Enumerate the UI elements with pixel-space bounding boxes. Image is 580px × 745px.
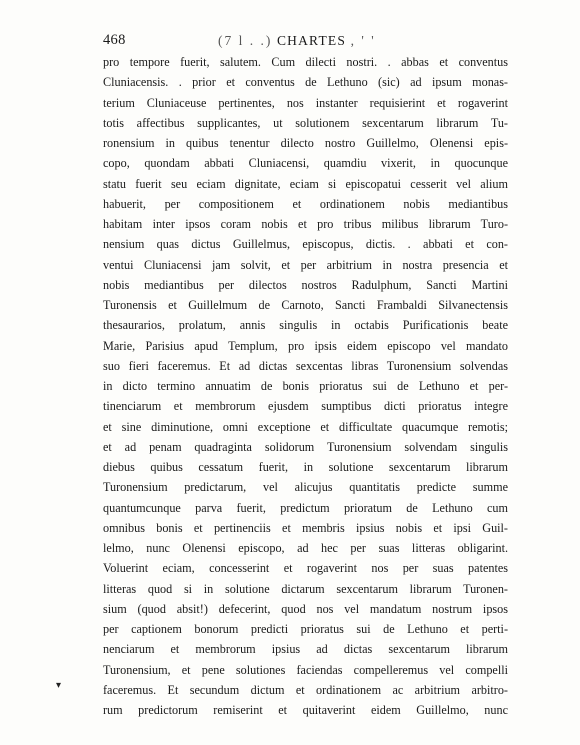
text-line: habuerit, per compositionem et ordinationem nobis mediantibus [103,196,508,211]
text-line: sium (quod absit!) defecerint, quod nos vel mandatum nostrum ipsos [103,601,508,616]
text-line: Marie, Parisius apud Templum, pro ipsis eidem episcopo vel mandato [103,338,508,353]
text-line: Turonensis et Guillelmum de Carnoto, Sancti Frambaldi Silvanectensis [103,298,508,312]
text-line: Turonensium predictarum, vel alicujus quantitatis predicte summe [103,480,508,495]
text-line: et sine diminutione, omni exceptione et difficultate quacumque remotis; [103,419,508,434]
text-line: lelmo, nunc Olenensi episcopo, ad hec per suas litteras obligarint. [103,541,508,555]
running-head [218,33,376,49]
text-line: copo, quondam abbati Cluniacensi, quamdiu vixerit, in quocunque [103,156,508,171]
running-head-marks: (7 l . .) [218,33,273,48]
text-line: Turonensium, et pene solutiones faciendas compelleremus vel compelli [103,662,508,677]
text-line: nenciarum et membrorum ipsius ad dictas sexcentarum librarum [103,642,508,657]
text-line: Cluniacensis. . prior et conventus de Lethuno (sic) ad ipsum monas- [103,75,508,90]
text-line: terium Cluniaceuse pertinentes, nos instanter requisierint et rogaverint [103,95,508,110]
margin-mark: ▾ [56,680,62,691]
text-line: statu fuerit seu eciam dignitate, eciam si episcopatui cesserit vel alium [103,176,508,191]
text-line: Voluerint eciam, concesserint et rogaverint nos per suas patentes [103,561,508,576]
text-line: nobis mediantibus per dilectos nostros Radulphum, Sancti Martini [103,277,508,292]
text-line: faceremus. Et secundum dictum et ordinationem ac arbitrium arbitro- [103,682,508,697]
text-line: diebus quibus cessatum fuerit, in solutione sexcentarum librarum [103,460,508,474]
text-line: ronensium in quibus tenentur dilecto nostro Guillelmo, Olenensi epis- [103,136,508,150]
page-number: 468 [103,32,126,48]
text-line: tinenciarum et membrorum ejusdem sumptibus dicti prioratus integre [103,399,508,414]
text-line: per captionem bonorum predicti prioratus sui de Lethuno et perti- [103,622,508,636]
running-head-suffix: , ' ' [350,33,376,48]
text-line: thesaurarios, prolatum, annis singulis in octabis Purificationis beate [103,318,508,333]
running-head-title: CHARTES [276,33,347,48]
body-text [103,52,508,720]
text-line: rum predictorum remiserint et quitaverint eidem Guillelmo, nunc [103,703,508,717]
text-line: totis affectibus supplicantes, ut solutionem sexcentarum librarum Tu- [103,115,508,130]
text-line: in dicto termino annuatim de bonis prioratus sui de Lethuno et per- [103,379,508,393]
text-line: et ad penam quadraginta solidorum Turonensium solvendam singulis [103,439,508,454]
text-line: litteras quod si in solutione dictarum sexcentarum librarum Turonen- [103,581,508,596]
text-line: habitam inter ipsos coram nobis et pro tribus milibus librarum Turo- [103,217,508,231]
text-line: nensium quas dictus Guillelmus, episcopus, dictis. . abbati et con- [103,237,508,252]
text-line: ventui Cluniacensi jam solvit, et per arbitrium in nostra presencia et [103,257,508,272]
text-line: quantumcunque parva fuerit, predictum prioratum de Lethuno cum [103,500,508,515]
text-line: omnibus bonis et pertinenciis et membris ipsius nobis et ipsi Guil- [103,520,508,535]
text-line: suo fieri faceremus. Et ad dictas sexcentas libras Turonensium solvendas [103,358,508,373]
text-line: pro tempore fuerit, salutem. Cum dilecti nostri. . abbas et conventus [103,55,508,69]
